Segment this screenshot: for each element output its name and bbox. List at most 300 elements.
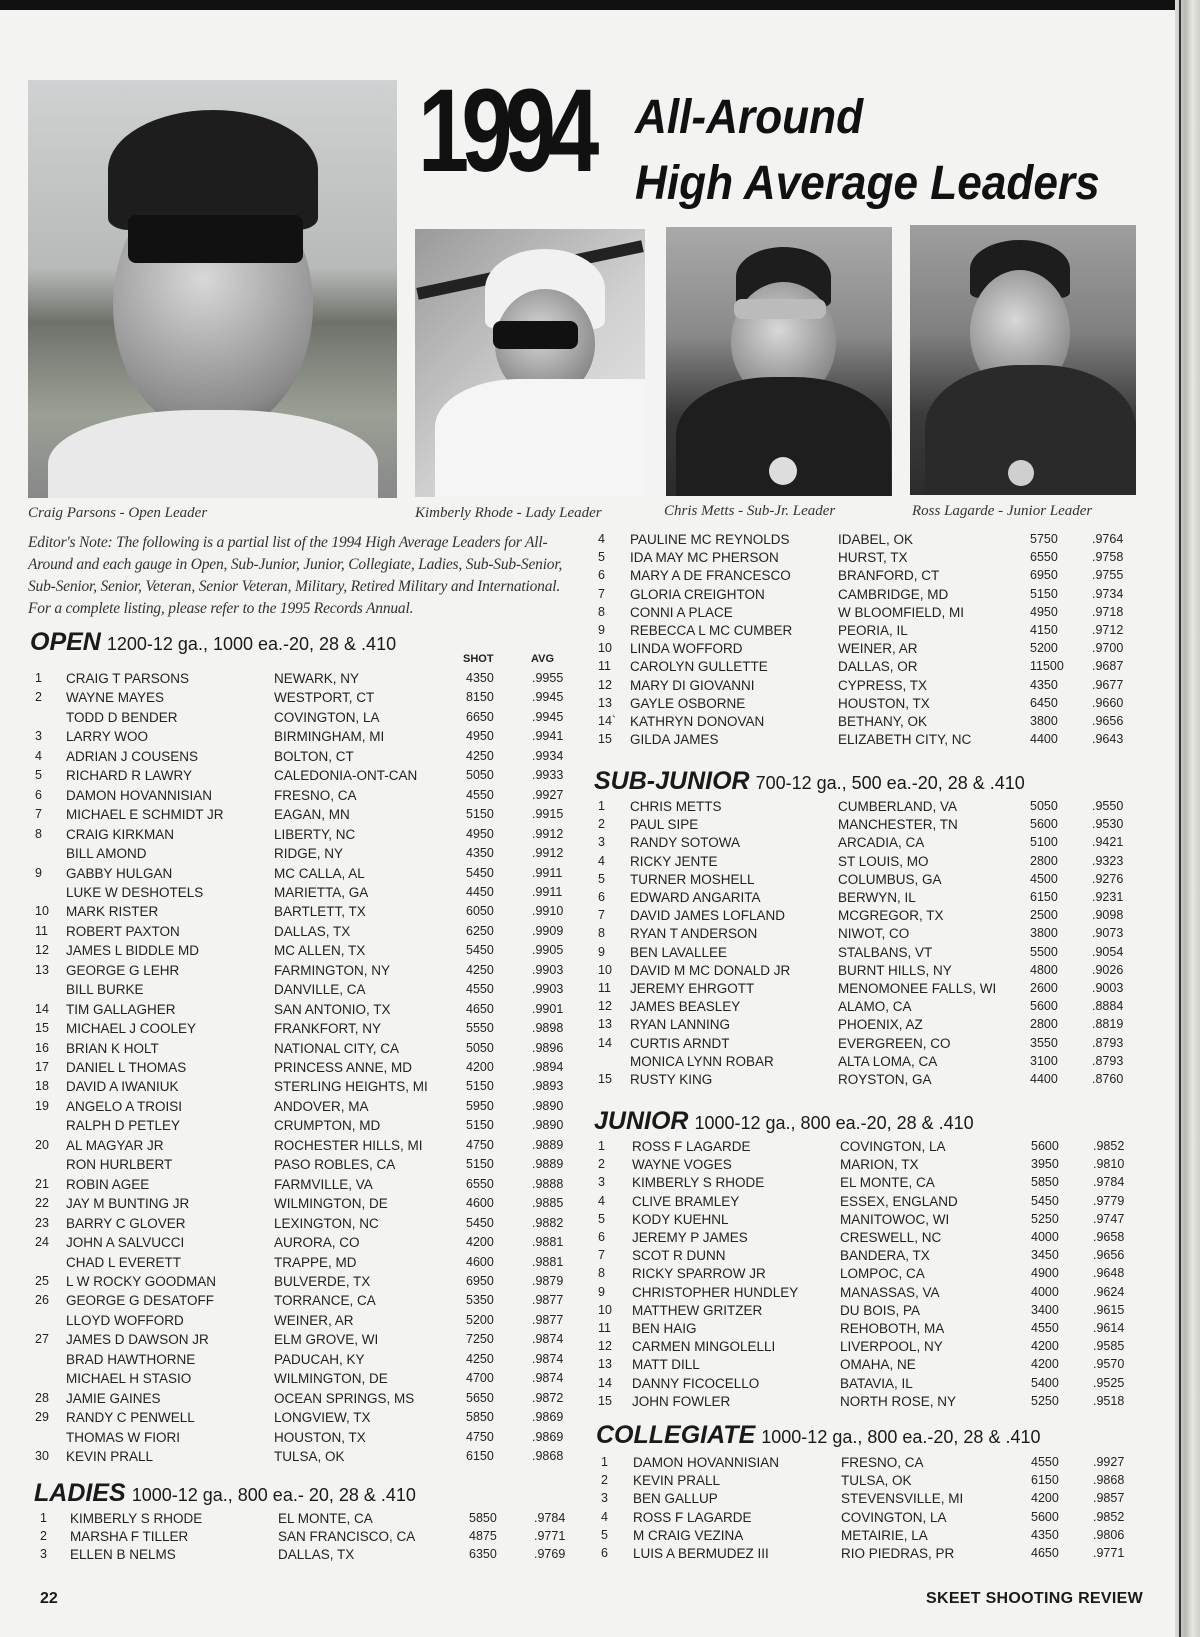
cell-rank: 1: [601, 1455, 608, 1469]
cell-name: JEREMY EHRGOTT: [630, 981, 755, 996]
caption-open-leader: Craig Parsons - Open Leader: [28, 505, 208, 521]
cell-shot: 11500: [1030, 659, 1064, 674]
cell-avg: .9901: [532, 1001, 564, 1016]
cell-name: MICHAEL H STASIO: [66, 1371, 192, 1387]
cell-rank: 3: [598, 1175, 605, 1190]
cell-shot: 4700: [466, 1371, 494, 1386]
cell-name: ELLEN B NELMS: [70, 1547, 176, 1563]
title-line-1: All-Around: [635, 91, 864, 144]
cell-avg: .9656: [1092, 714, 1124, 728]
cell-city: BRANFORD, CT: [838, 568, 940, 584]
cell-avg: .9910: [532, 904, 564, 919]
cell-avg: .9784: [1093, 1175, 1125, 1190]
section-ladies-name: LADIES: [34, 1479, 126, 1507]
cell-rank: 13: [598, 695, 612, 710]
cell-name: BEN LAVALLEE: [630, 944, 728, 960]
cell-shot: 4550: [466, 787, 494, 802]
cell-avg: .9712: [1092, 623, 1124, 637]
cell-city: LIVERPOOL, NY: [840, 1339, 943, 1355]
cell-rank: 22: [35, 1196, 49, 1211]
cell-name: GEORGE G LEHR: [66, 962, 180, 978]
cell-rank: 9: [598, 944, 605, 959]
cell-city: MARIETTA, GA: [274, 884, 369, 900]
cell-name: TURNER MOSHELL: [630, 871, 755, 887]
cell-name: MARY A DE FRANCESCO: [630, 568, 791, 584]
cell-shot: 5850: [1031, 1175, 1059, 1190]
cell-name: JAMES BEASLEY: [630, 999, 741, 1015]
cell-shot: 5950: [466, 1098, 494, 1113]
cell-avg: .9882: [532, 1215, 564, 1230]
cell-rank: 3: [40, 1547, 47, 1562]
cell-name: CRAIG T PARSONS: [66, 671, 190, 686]
cell-avg: .9852: [1093, 1139, 1125, 1153]
cell-shot: 3950: [1031, 1157, 1059, 1172]
cell-avg: .9868: [1093, 1473, 1125, 1488]
cell-avg: .9810: [1093, 1157, 1125, 1172]
cell-rank: 21: [35, 1176, 49, 1191]
cell-shot: 6250: [466, 923, 494, 938]
cell-city: BANDERA, TX: [840, 1248, 930, 1264]
cell-name: RYAN T ANDERSON: [630, 926, 758, 942]
cell-city: LIBERTY, NC: [274, 826, 356, 842]
editor-note: Editor's Note: The following is a partial list of the 1994 High Average Leaders for All-Around and each gauge in Open, Sub-Junior, Junior, Collegiate, Ladies, Sub-Sub-Senior, Sub-Senior, Senior, Veteran, Senior Veteran, Military, Retired Military and International. For a complete listing, please refer to the 1995 Records Annual.: [28, 534, 563, 617]
cell-shot: 5450: [466, 1215, 494, 1230]
cell-shot: 4400: [1030, 732, 1058, 747]
cell-name: GABBY HULGAN: [66, 865, 173, 881]
cell-shot: 3800: [1030, 714, 1058, 728]
cell-name: DAVID A IWANIUK: [66, 1079, 179, 1095]
cell-city: BARTLETT, TX: [274, 904, 366, 920]
cell-avg: .9898: [532, 1021, 564, 1036]
cell-rank: 13: [598, 1357, 612, 1372]
cell-avg: .9054: [1092, 944, 1124, 959]
cell-city: MANASSAS, VA: [840, 1284, 940, 1300]
cell-name: GAYLE OSBORNE: [630, 695, 746, 711]
cell-name: KEVIN PRALL: [66, 1449, 154, 1464]
page-number: 22: [40, 1590, 58, 1607]
cell-name: DAMON HOVANNISIAN: [66, 787, 213, 803]
cell-shot: 8150: [466, 690, 494, 705]
cell-rank: 6: [598, 568, 605, 583]
cell-rank: 9: [598, 623, 605, 637]
cell-shot: 5150: [466, 807, 494, 822]
cell-avg: .9945: [532, 709, 564, 724]
cell-city: FRESNO, CA: [841, 1455, 924, 1470]
cell-avg: .9877: [532, 1312, 564, 1327]
cell-shot: 4250: [466, 962, 494, 977]
cell-avg: .9700: [1092, 641, 1124, 656]
cell-rank: 4: [598, 853, 605, 868]
cell-avg: .8884: [1092, 999, 1124, 1014]
cell-shot: 4200: [466, 1060, 494, 1074]
cell-rank: 1: [40, 1511, 47, 1525]
cell-avg: .9896: [532, 1040, 564, 1055]
cell-avg: .9718: [1092, 604, 1124, 619]
cell-name: MARSHA F TILLER: [70, 1529, 189, 1545]
cell-city: REHOBOTH, MA: [840, 1321, 945, 1336]
cell-shot: 4750: [466, 1429, 494, 1444]
cell-rank: 14`: [598, 714, 617, 728]
cell-city: EAGAN, MN: [274, 807, 350, 823]
cell-avg: .9955: [532, 671, 564, 685]
cell-city: PHOENIX, AZ: [838, 1017, 923, 1033]
cell-city: AURORA, CO: [274, 1235, 360, 1251]
cell-shot: 5850: [466, 1410, 494, 1425]
cell-city: HOUSTON, TX: [838, 695, 930, 711]
cell-avg: .8760: [1092, 1072, 1124, 1086]
section-ladies-heading: [34, 1479, 416, 1508]
cell-avg: .9889: [532, 1157, 564, 1172]
cell-city: ARCADIA, CA: [838, 835, 925, 851]
section-subjunior-heading: [594, 767, 1025, 796]
cell-name: MICHAEL J COOLEY: [66, 1021, 197, 1037]
cell-rank: 3: [598, 835, 605, 850]
cell-rank: 4: [601, 1509, 608, 1524]
cell-shot: 5150: [1030, 586, 1058, 601]
cell-city: MARION, TX: [840, 1157, 919, 1173]
cell-avg: .9585: [1093, 1339, 1125, 1354]
cell-rank: 2: [40, 1529, 47, 1544]
cell-city: WESTPORT, CT: [274, 690, 375, 706]
cell-rank: 6: [601, 1546, 608, 1560]
photo-craig-parsons: [28, 80, 397, 498]
cell-shot: 5150: [466, 1079, 494, 1094]
section-collegiate-subtitle: 1000-12 ga., 800 ea.-20, 28 & .410: [761, 1427, 1041, 1447]
cell-name: PAUL SIPE: [630, 817, 699, 833]
cell-rank: 19: [35, 1098, 49, 1113]
cell-rank: 2: [598, 1157, 605, 1172]
cell-avg: .9764: [1092, 532, 1124, 546]
cell-shot: 4650: [1031, 1546, 1059, 1560]
cell-name: DAVID M MC DONALD JR: [630, 962, 791, 978]
cell-shot: 5550: [466, 1021, 494, 1036]
cell-shot: 5050: [466, 1040, 494, 1055]
caption-lady-leader: Kimberly Rhode - Lady Leader: [415, 505, 602, 521]
cell-avg: .9927: [532, 787, 564, 802]
cell-city: STEVENSVILLE, MI: [841, 1491, 964, 1507]
cell-rank: 12: [598, 1339, 612, 1354]
cell-name: REBECCA L MC CUMBER: [630, 623, 793, 638]
cell-city: ROCHESTER HILLS, MI: [274, 1137, 423, 1153]
cell-name: CHRIS METTS: [630, 799, 722, 814]
cell-city: HOUSTON, TX: [274, 1429, 366, 1445]
cell-rank: 14: [598, 1375, 612, 1390]
cell-avg: .9903: [532, 982, 564, 997]
cell-name: ANGELO A TROISI: [66, 1098, 183, 1114]
cell-city: ALAMO, CA: [838, 999, 912, 1015]
cell-city: COVINGTON, LA: [840, 1139, 946, 1154]
cell-name: L W ROCKY GOODMAN: [66, 1273, 217, 1289]
cell-city: WEINER, AR: [274, 1312, 354, 1328]
cell-rank: 20: [35, 1137, 49, 1152]
cell-avg: .9073: [1092, 926, 1124, 941]
cell-shot: 4250: [466, 1351, 494, 1366]
cell-rank: 14: [598, 1035, 612, 1050]
cell-rank: 11: [35, 923, 48, 938]
cell-rank: 4: [598, 1193, 605, 1208]
cell-rank: 2: [598, 817, 605, 832]
cell-avg: .9915: [532, 807, 564, 822]
cell-name: RYAN LANNING: [630, 1017, 731, 1033]
cell-name: JEREMY P JAMES: [632, 1230, 748, 1245]
cell-city: ST LOUIS, MO: [838, 853, 929, 869]
cell-avg: .9909: [532, 923, 564, 938]
cell-name: ROSS F LAGARDE: [632, 1139, 751, 1154]
cell-name: TIM GALLAGHER: [66, 1001, 176, 1017]
cell-name: CLIVE BRAMLEY: [632, 1193, 740, 1209]
cell-rank: 5: [601, 1527, 608, 1542]
cell-name: ADRIAN J COUSENS: [66, 748, 199, 764]
cell-city: DALLAS, TX: [278, 1547, 355, 1563]
cell-shot: 4550: [1031, 1455, 1059, 1469]
cell-city: COLUMBUS, GA: [838, 871, 942, 887]
cell-shot: 3550: [1030, 1035, 1058, 1050]
cell-city: ROYSTON, GA: [838, 1072, 932, 1087]
section-open-subtitle: 1200-12 ga., 1000 ea.-20, 28 & .410: [106, 634, 397, 654]
cell-city: CUMBERLAND, VA: [838, 799, 958, 814]
cell-city: FRESNO, CA: [274, 787, 357, 803]
cell-shot: 4600: [466, 1196, 494, 1211]
cell-avg: .9771: [1093, 1546, 1125, 1560]
cell-name: IDA MAY MC PHERSON: [630, 550, 779, 566]
cell-name: LINDA WOFFORD: [630, 641, 743, 657]
cell-avg: .9911: [532, 884, 563, 899]
cell-avg: .9912: [532, 826, 564, 841]
cell-city: METAIRIE, LA: [841, 1527, 928, 1543]
cell-city: CRUMPTON, MD: [274, 1118, 381, 1134]
cell-shot: 5450: [466, 943, 494, 958]
cell-shot: 5050: [1030, 799, 1058, 813]
cell-rank: 17: [35, 1060, 49, 1074]
section-open-heading: [30, 628, 396, 657]
cell-name: JOHN FOWLER: [632, 1393, 731, 1409]
cell-avg: .9890: [532, 1098, 564, 1113]
cell-avg: .9677: [1092, 677, 1124, 692]
cell-rank: 15: [598, 1072, 612, 1086]
cell-avg: .9421: [1092, 835, 1124, 850]
cell-rank: 6: [598, 1230, 605, 1244]
cell-city: BETHANY, OK: [838, 714, 928, 729]
cell-avg: .9660: [1092, 695, 1124, 710]
cell-avg: .9643: [1092, 732, 1124, 747]
cell-shot: 6650: [466, 709, 494, 724]
cell-name: MICHAEL E SCHMIDT JR: [66, 807, 224, 823]
cell-shot: 3800: [1030, 926, 1058, 941]
cell-city: BIRMINGHAM, MI: [274, 729, 385, 745]
cell-name: MARY DI GIOVANNI: [630, 677, 755, 693]
cell-city: ANDOVER, MA: [274, 1098, 369, 1114]
cell-city: BATAVIA, IL: [840, 1375, 913, 1391]
cell-rank: 18: [35, 1079, 49, 1094]
cell-name: MARK RISTER: [66, 904, 159, 920]
cell-city: TORRANCE, CA: [274, 1293, 376, 1309]
cell-rank: 11: [598, 981, 611, 995]
cell-shot: 4200: [1031, 1491, 1059, 1506]
section-junior-subtitle: 1000-12 ga., 800 ea.-20, 28 & .410: [694, 1113, 974, 1133]
cell-rank: 10: [598, 641, 612, 656]
cell-city: MANCHESTER, TN: [838, 817, 958, 833]
cell-shot: 2800: [1030, 853, 1058, 868]
cell-avg: .9869: [532, 1429, 564, 1444]
cell-city: FARMVILLE, VA: [274, 1176, 373, 1192]
cell-shot: 4950: [466, 729, 494, 744]
cell-avg: .9276: [1092, 871, 1124, 886]
cell-rank: 30: [35, 1449, 49, 1463]
cell-rank: 7: [598, 1248, 605, 1263]
cell-city: EL MONTE, CA: [278, 1511, 373, 1526]
cell-rank: 2: [601, 1473, 608, 1488]
magazine-name: SKEET SHOOTING REVIEW: [926, 1590, 1143, 1607]
cell-shot: 5600: [1030, 999, 1058, 1014]
cell-name: KODY KUEHNL: [632, 1211, 729, 1227]
cell-city: MC CALLA, AL: [274, 865, 365, 881]
cell-name: CHAD L EVERETT: [66, 1254, 182, 1270]
cell-shot: 5200: [1030, 641, 1058, 656]
cell-shot: 5250: [1031, 1393, 1059, 1408]
cell-avg: .9570: [1093, 1357, 1125, 1372]
cell-shot: 5250: [1031, 1211, 1059, 1226]
cell-avg: .9934: [532, 748, 564, 763]
cell-city: LOMPOC, CA: [840, 1266, 925, 1282]
title-year: 1994: [418, 65, 592, 197]
cell-name: MATT DILL: [632, 1357, 700, 1373]
cell-avg: .9872: [532, 1390, 564, 1405]
cell-rank: 5: [598, 871, 605, 886]
cell-name: JOHN A SALVUCCI: [66, 1235, 185, 1251]
top-edge: [0, 0, 1200, 10]
cell-shot: 4800: [1030, 962, 1058, 977]
cell-name: AL MAGYAR JR: [66, 1137, 164, 1153]
cell-shot: 4600: [466, 1254, 494, 1269]
cell-city: MANITOWOC, WI: [840, 1211, 950, 1227]
section-ladies-subtitle: 1000-12 ga., 800 ea.- 20, 28 & .410: [131, 1485, 416, 1505]
cell-shot: 6450: [1030, 695, 1058, 710]
cell-name: M CRAIG VEZINA: [633, 1527, 744, 1543]
cell-city: TULSA, OK: [841, 1473, 912, 1489]
cell-rank: 25: [35, 1273, 49, 1288]
cell-name: GLORIA CREIGHTON: [630, 586, 765, 602]
cell-name: KIMBERLY S RHODE: [70, 1511, 203, 1526]
cell-avg: .9755: [1092, 568, 1124, 583]
cell-avg: .9658: [1093, 1230, 1125, 1244]
cell-rank: 14: [35, 1001, 49, 1016]
cell-name: JAY M BUNTING JR: [66, 1196, 190, 1212]
cell-rank: 3: [601, 1491, 608, 1506]
cell-name: BILL AMOND: [66, 846, 147, 862]
cell-name: BEN HAIG: [632, 1321, 697, 1336]
section-subjunior-subtitle: 700-12 ga., 500 ea.-20, 28 & .410: [755, 773, 1025, 793]
cell-avg: .9323: [1092, 853, 1124, 868]
caption-subjr-leader: Chris Metts - Sub-Jr. Leader: [664, 503, 836, 519]
cell-name: MONICA LYNN ROBAR: [630, 1053, 774, 1069]
cell-name: LLOYD WOFFORD: [66, 1312, 184, 1328]
cell-shot: 4250: [466, 748, 494, 763]
cell-avg: .8819: [1092, 1017, 1124, 1032]
cell-avg: .9784: [534, 1511, 566, 1525]
cell-shot: 4650: [466, 1001, 494, 1016]
cell-rank: 12: [598, 999, 612, 1014]
caption-junior-leader: Ross Lagarde - Junior Leader: [912, 503, 1093, 519]
cell-shot: 5500: [1030, 944, 1058, 959]
cell-rank: 1: [598, 799, 605, 813]
cell-city: TULSA, OK: [274, 1449, 345, 1464]
cell-name: RALPH D PETLEY: [66, 1118, 181, 1134]
cell-shot: 4150: [1030, 623, 1058, 637]
cell-city: HURST, TX: [838, 550, 908, 566]
cell-shot: 6550: [466, 1176, 494, 1191]
cell-shot: 4200: [1031, 1357, 1059, 1372]
cell-rank: 12: [598, 677, 612, 692]
cell-rank: 16: [35, 1040, 49, 1055]
cell-name: SCOT R DUNN: [632, 1248, 726, 1264]
cell-avg: .9518: [1093, 1393, 1125, 1408]
cell-city: CRESWELL, NC: [840, 1230, 942, 1245]
cell-city: SAN FRANCISCO, CA: [278, 1529, 416, 1545]
cell-city: SAN ANTONIO, TX: [274, 1001, 391, 1017]
cell-city: NEWARK, NY: [274, 671, 360, 686]
cell-shot: 5750: [1030, 532, 1058, 546]
col-header-avg: AVG: [531, 653, 555, 665]
cell-name: MATTHEW GRITZER: [632, 1302, 763, 1318]
cell-city: DANVILLE, CA: [274, 982, 366, 998]
cell-name: BRIAN K HOLT: [66, 1040, 159, 1056]
cell-name: RANDY C PENWELL: [66, 1410, 195, 1426]
cell-avg: .9905: [532, 943, 564, 958]
cell-name: JAMES D DAWSON JR: [66, 1332, 209, 1348]
cell-city: LEXINGTON, NC: [274, 1215, 379, 1231]
cell-shot: 4450: [466, 884, 494, 899]
photo-chris-metts: [666, 227, 892, 496]
cell-name: LARRY WOO: [66, 729, 149, 745]
cell-name: CRAIG KIRKMAN: [66, 826, 175, 842]
cell-shot: 4875: [469, 1529, 497, 1544]
cell-rank: 12: [35, 943, 49, 958]
cell-name: RANDY SOTOWA: [630, 835, 741, 851]
cell-avg: .9911: [532, 865, 563, 880]
cell-city: NATIONAL CITY, CA: [274, 1040, 400, 1056]
cell-city: LONGVIEW, TX: [274, 1410, 371, 1426]
section-subjunior-name: SUB-JUNIOR: [594, 767, 750, 795]
cell-name: RON HURLBERT: [66, 1157, 173, 1173]
cell-name: GILDA JAMES: [630, 732, 719, 748]
cell-rank: 11: [598, 659, 611, 674]
cell-avg: .9888: [532, 1176, 564, 1191]
cell-city: BOLTON, CT: [274, 748, 354, 764]
cell-avg: .9758: [1092, 550, 1124, 565]
cell-avg: .9734: [1092, 586, 1124, 601]
cell-shot: 4400: [1030, 1072, 1058, 1086]
cell-name: BILL BURKE: [66, 982, 144, 998]
cell-rank: 27: [35, 1332, 49, 1347]
cell-city: ELM GROVE, WI: [274, 1332, 379, 1348]
cell-name: BARRY C GLOVER: [66, 1215, 186, 1231]
cell-city: BULVERDE, TX: [274, 1273, 371, 1289]
cell-rank: 15: [598, 732, 612, 747]
section-collegiate-heading: [596, 1421, 1041, 1450]
cell-avg: .9885: [532, 1196, 564, 1211]
cell-shot: 5350: [466, 1293, 494, 1308]
cell-rank: 8: [598, 926, 605, 941]
cell-name: RICHARD R LAWRY: [66, 768, 193, 784]
cell-city: ESSEX, ENGLAND: [840, 1193, 958, 1209]
cell-shot: 4350: [1031, 1527, 1059, 1542]
cell-name: DAVID JAMES LOFLAND: [630, 908, 786, 924]
cell-shot: 2500: [1030, 908, 1058, 923]
cell-avg: .9687: [1092, 659, 1124, 674]
cell-name: BRAD HAWTHORNE: [66, 1351, 196, 1367]
cell-shot: 3400: [1031, 1302, 1059, 1317]
cell-name: JAMIE GAINES: [66, 1390, 161, 1406]
